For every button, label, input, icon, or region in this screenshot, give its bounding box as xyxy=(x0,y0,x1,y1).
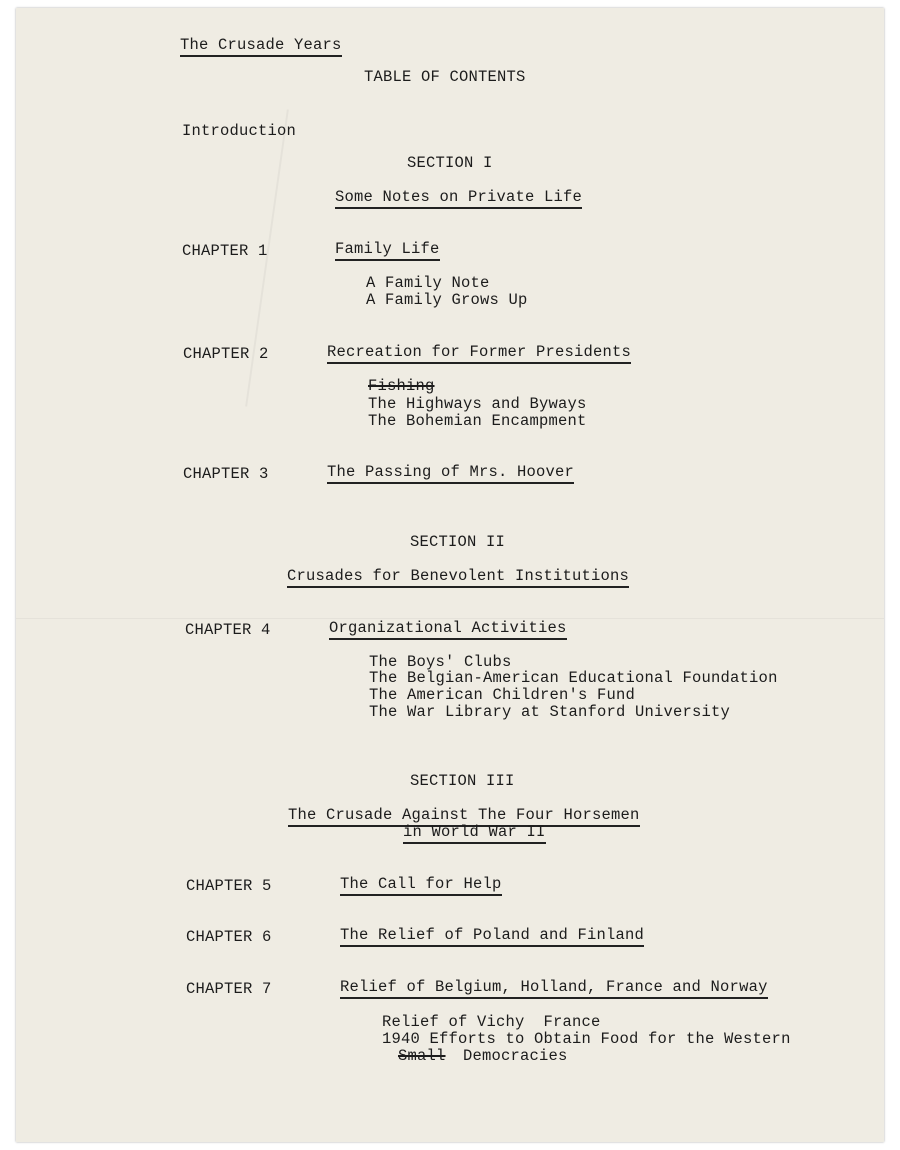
document-page xyxy=(16,8,884,1142)
section-title: Crusades for Benevolent Institutions xyxy=(287,568,629,588)
subentry: The Belgian-American Educational Foundation xyxy=(369,669,778,687)
chapter-title: The Passing of Mrs. Hoover xyxy=(327,464,574,484)
subentry-tail: Democracies xyxy=(463,1047,568,1065)
subentry: The American Children's Fund xyxy=(369,686,636,704)
subentry: A Family Note xyxy=(366,274,490,292)
toc-heading: TABLE OF CONTENTS xyxy=(364,68,526,86)
chapter-label: CHAPTER 1 xyxy=(182,242,268,260)
section-title-line: The Crusade Against The Four Horsemen xyxy=(288,807,640,827)
chapter-title: The Relief of Poland and Finland xyxy=(340,927,644,947)
subentry: A Family Grows Up xyxy=(366,291,528,309)
chapter-label: CHAPTER 2 xyxy=(183,345,269,363)
chapter-title: The Call for Help xyxy=(340,876,502,896)
section-title-line: in World War II xyxy=(403,824,546,844)
chapter-title: Family Life xyxy=(335,241,440,261)
section-label: SECTION III xyxy=(410,772,515,790)
subentry: Relief of Vichy France xyxy=(382,1013,601,1031)
subentry: The Boys' Clubs xyxy=(369,653,512,671)
section-title: Some Notes on Private Life xyxy=(335,189,582,209)
book-title: The Crusade Years xyxy=(180,37,342,57)
struck-subentry: Fishing xyxy=(368,377,435,395)
chapter-title: Recreation for Former Presidents xyxy=(327,344,631,364)
chapter-label: CHAPTER 5 xyxy=(186,877,272,895)
chapter-label: CHAPTER 6 xyxy=(186,928,272,946)
subentry: 1940 Efforts to Obtain Food for the Western xyxy=(382,1030,791,1048)
subentry: The Highways and Byways xyxy=(368,395,587,413)
chapter-title: Relief of Belgium, Holland, France and Norway xyxy=(340,979,768,999)
chapter-title: Organizational Activities xyxy=(329,620,567,640)
subentry: The War Library at Stanford University xyxy=(369,703,731,721)
struck-word: Small xyxy=(398,1047,446,1065)
chapter-label: CHAPTER 7 xyxy=(186,980,272,998)
chapter-label: CHAPTER 4 xyxy=(185,621,271,639)
section-label: SECTION I xyxy=(407,154,493,172)
introduction-entry: Introduction xyxy=(182,122,297,140)
chapter-label: CHAPTER 3 xyxy=(183,465,269,483)
section-label: SECTION II xyxy=(410,533,506,551)
subentry: The Bohemian Encampment xyxy=(368,412,587,430)
